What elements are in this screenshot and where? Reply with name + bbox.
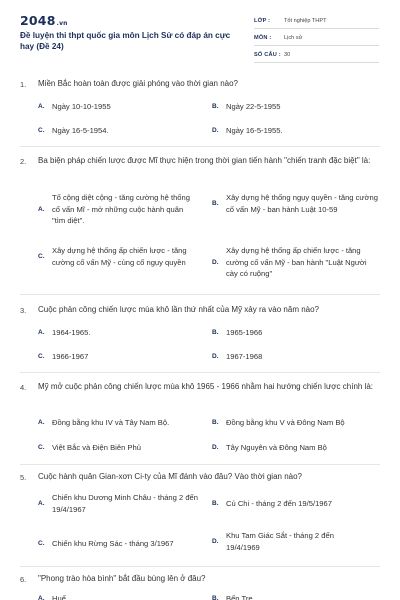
option-letter: D. (212, 444, 219, 452)
option-text: Xây dựng hệ thống ngụy quyền - tăng cường cố vấn Mỹ - ban hành Luật 10-59 (226, 193, 378, 214)
option-letter: B. (212, 419, 219, 427)
option-letter: D. (212, 127, 219, 135)
answer-option[interactable] (212, 530, 380, 553)
answer-option[interactable] (38, 417, 198, 429)
option-letter: D. (212, 258, 219, 266)
option-text: 1965-1966 (226, 328, 263, 337)
question-text: Cuộc hành quân Gian-xơn Ci-ty của Mĩ đánh vào đâu? Vào thời gian nào? (38, 472, 302, 481)
answer-option[interactable] (212, 192, 380, 215)
option-text: Chiến khu Dương Minh Châu - tháng 2 đến 19/4/1967 (52, 493, 198, 514)
meta-label: LỚP : (254, 18, 271, 24)
site-logo[interactable] (20, 13, 68, 28)
question-text: Cuộc phản công chiến lược mùa khô lần thứ nhất của Mỹ xảy ra vào năm nào? (38, 305, 320, 314)
option-letter: A. (38, 500, 45, 507)
option-letter: B. (212, 200, 219, 207)
exam-meta (254, 14, 379, 65)
option-letter: B. (212, 500, 219, 508)
option-text: Chiến khu Rừng Sác - tháng 3/1967 (52, 539, 174, 548)
question-divider (20, 372, 380, 373)
option-text: Khu Tam Giác Sắt - tháng 2 đến 19/4/1969 (226, 531, 334, 552)
option-text: 1966-1967 (52, 352, 89, 361)
option-letter: D. (212, 353, 219, 361)
answer-option[interactable] (38, 327, 198, 339)
option-letter: C. (38, 540, 45, 548)
meta-value: Tốt nghiệp THPT (284, 18, 327, 24)
option-text: Đồng bằng khu V và Đông Nam Bộ (226, 418, 345, 427)
option-text: Xây dựng hệ thống ấp chiến lược - tăng cường cố vấn Mỹ - ban hành "Luật Người cày có ruộng" (226, 246, 367, 278)
option-letter: B. (212, 103, 219, 111)
option-letter: A. (38, 205, 45, 213)
option-text: Huế (52, 594, 66, 600)
question-number: 6. (20, 575, 27, 584)
option-text: Tố cộng diệt cộng - tăng cường hệ thống cố vấn Mĩ - mở những cuộc hành quân "tìm diệt". (52, 193, 190, 225)
option-text: Việt Bắc và Điện Biên Phủ (52, 443, 141, 452)
option-text: Ngày 22-5-1955 (226, 102, 281, 111)
option-letter: A. (38, 595, 45, 600)
meta-value: 30 (284, 52, 291, 58)
question-divider (20, 146, 380, 147)
meta-label: MÔN : (254, 35, 272, 41)
option-text: Bến Tre (226, 594, 253, 600)
question-divider (20, 294, 380, 295)
question-number: 5. (20, 473, 27, 482)
option-text: Đồng bằng khu IV và Tây Nam Bộ. (52, 418, 170, 427)
answer-option[interactable] (38, 125, 198, 137)
answer-option[interactable] (38, 101, 198, 113)
question-text: Miền Bắc hoàn toàn được giải phóng vào thời gian nào? (38, 79, 238, 88)
meta-value: Lịch sử (284, 35, 303, 41)
answer-option[interactable] (212, 351, 380, 363)
option-letter: D. (212, 538, 219, 545)
question-number: 3. (20, 306, 27, 315)
answer-option[interactable] (212, 101, 380, 113)
option-text: Xây dựng hệ thống ấp chiến lược - tăng cường cố vấn Mỹ - củng cố ngụy quyền (52, 246, 187, 267)
question-number: 2. (20, 157, 27, 166)
option-letter: C. (38, 127, 45, 135)
option-text: 1964-1965. (52, 328, 91, 337)
logo-text: 2048 (20, 13, 56, 28)
option-text: Tây Nguyên và Đông Nam Bộ (226, 443, 327, 452)
question-text: Ba biện pháp chiến lược được Mĩ thực hiện trong thời gian tiến hành "chiến tranh đặc biệt" là: (38, 156, 371, 165)
answer-option[interactable] (212, 593, 380, 600)
option-text: Ngày 16-5-1955. (226, 126, 283, 135)
answer-option[interactable] (38, 351, 198, 363)
meta-row-class (254, 14, 379, 29)
answer-option[interactable] (38, 192, 198, 227)
question-divider (20, 464, 380, 465)
exam-header (0, 0, 400, 62)
answer-option[interactable] (38, 245, 198, 268)
option-text: Ngày 10-10-1955 (52, 102, 111, 111)
answer-option[interactable] (212, 327, 380, 339)
option-letter: C. (38, 444, 45, 452)
answer-option[interactable] (38, 442, 198, 454)
question-text: "Phong trào hòa bình" bắt đầu bùng lên ở đâu? (38, 574, 206, 583)
question-number: 4. (20, 383, 27, 392)
answer-option[interactable] (212, 125, 380, 137)
option-letter: B. (212, 329, 219, 337)
option-text: 1967-1968 (226, 352, 263, 361)
option-text: Củ Chi - tháng 2 đến 19/5/1967 (226, 499, 332, 508)
option-letter: A. (38, 419, 45, 427)
option-letter: A. (38, 103, 45, 111)
question-divider (20, 566, 380, 567)
answer-option[interactable] (38, 538, 198, 550)
answer-option[interactable] (38, 593, 198, 600)
answer-option[interactable] (212, 498, 380, 510)
option-letter: A. (38, 329, 45, 337)
meta-row-count (254, 48, 379, 63)
answer-option[interactable] (212, 245, 380, 280)
question-text: Mỹ mở cuộc phản công chiến lược mùa khô 1965 - 1966 nhằm hai hướng chiến lược chính là: (38, 382, 374, 391)
option-letter: C. (38, 353, 45, 361)
meta-row-subject (254, 31, 379, 46)
option-letter: B. (212, 595, 219, 600)
option-text: Ngày 16-5-1954. (52, 126, 109, 135)
exam-title: Đề luyện thi thpt quốc gia môn Lịch Sử có đáp án cực hay (Đề 24) (20, 31, 231, 51)
logo-tld: .vn (56, 20, 68, 27)
question-number: 1. (20, 80, 27, 89)
meta-label: SỐ CÂU : (254, 52, 281, 58)
answer-option[interactable] (212, 442, 380, 454)
answer-option[interactable] (212, 417, 380, 429)
answer-option[interactable] (38, 492, 198, 515)
option-letter: C. (38, 253, 45, 260)
